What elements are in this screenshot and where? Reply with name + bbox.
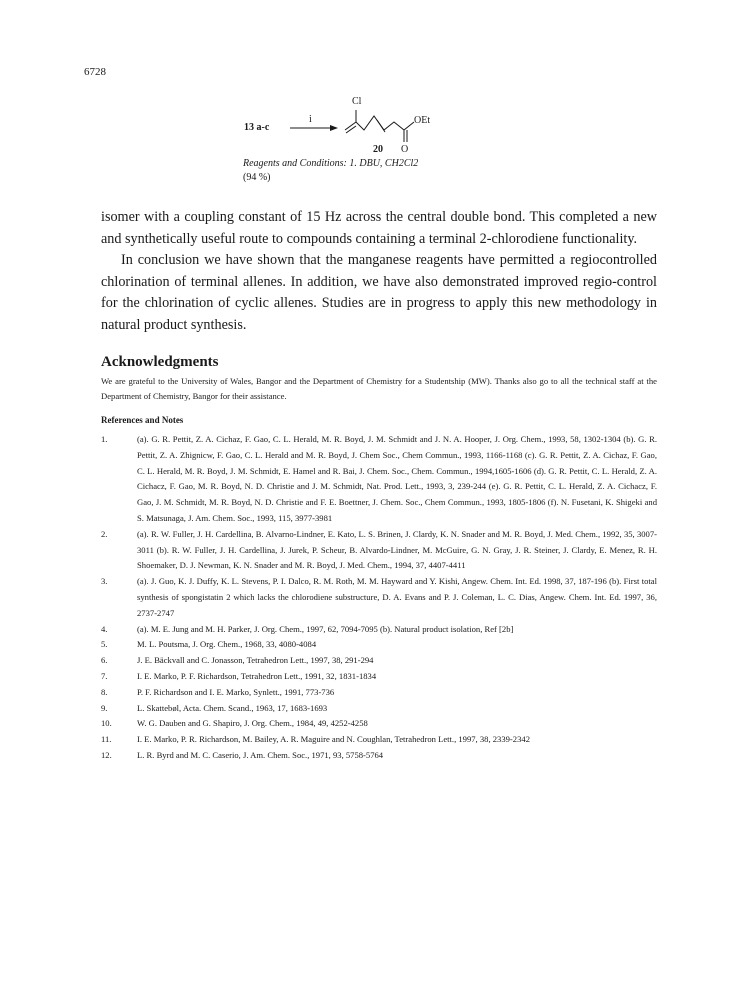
reaction-arrow-head <box>330 125 338 131</box>
reference-item <box>101 622 657 638</box>
reference-text: (a). M. E. Jung and M. H. Parker, J. Org. Chem., 1997, 62, 7094-7095 (b). Natural product isolation, Ref [2b] <box>137 623 514 634</box>
reference-text: L. R. Byrd and M. C. Caserio, J. Am. Chem. Soc., 1971, 93, 5758-5764 <box>137 749 384 760</box>
scheme-caption: Reagents and Conditions: 1. DBU, CH2Cl2 <box>243 158 419 169</box>
reference-number: 8. <box>101 686 108 697</box>
reference-number: 6. <box>101 655 108 666</box>
reference-number: 12. <box>101 749 112 760</box>
reference-item <box>101 732 657 748</box>
reagent-step-label: i <box>309 114 312 125</box>
ethoxy-label: OEt <box>414 115 431 126</box>
reactant-label: 13 a-c <box>244 122 270 133</box>
paragraph-2: In conclusion we have shown that the manganese reagents have permitted a regiocontrolled chlorination of terminal allenes. In addition, we have also demonstrated improved regio-control for the chlorination of cyclic allenes. Studies are in progress to apply this new methodology in natural product synthesis. <box>101 252 657 333</box>
reference-item <box>101 574 657 621</box>
reference-number: 7. <box>101 670 108 681</box>
reference-text: (a). R. W. Fuller, J. H. Cardellina, B. Alvarno-Lindner, E. Kato, L. S. Brinen, J. Clardy, K. N. Snader and M. R. Boyd, J. Med. Chem., 1992, 35, 3007-3011 (b). R. W. Fuller, J. H. Cardellina, J. Jurek, P. Scheur, B. Alvardo-Lindner, M. McGuire, G. N. Gray, J. R. Steiner, J. Clardy, E. Menez, R. H. Shoemaker, D. J. Newman, K. N. Snader and M. R. Boyd, J. Med. Chem., 1994, 37, 4407-4411 <box>137 528 657 571</box>
reference-number: 9. <box>101 702 108 713</box>
reference-item <box>101 527 657 574</box>
reference-number: 2. <box>101 528 108 539</box>
reference-text: (a). J. Guo, K. J. Duffy, K. L. Stevens, P. I. Dalco, R. M. Roth, M. M. Hayward and Y. Kishi, Angew. Chem. Int. Ed. 1998, 37, 187-196 (b). First total synthesis of spongistatin 2 which lacks the chlorodiene substructure, D. A. Evans and P. J. Coleman, L. C. Dias, Angew. Chem. Int. Ed. 1997, 36, 2737-2747 <box>137 576 657 618</box>
terminal-double-bond <box>346 126 356 133</box>
scheme-yield: (94 %) <box>243 172 271 183</box>
reaction-scheme-drawing <box>0 90 744 200</box>
chlorine-label: Cl <box>352 96 362 107</box>
carbonyl-oxygen-label: O <box>401 144 409 155</box>
references-heading: References and Notes <box>101 415 184 425</box>
compound-number: 20 <box>373 144 383 155</box>
page-number: 6728 <box>84 66 106 78</box>
paragraph-1: isomer with a coupling constant of 15 Hz across the central double bond. This completed a new and synthetically useful route to compounds containing a terminal 2-chlorodiene functionality. <box>101 209 657 247</box>
reference-number: 4. <box>101 623 108 634</box>
acknowledgments-heading: Acknowledgments <box>101 354 219 370</box>
reference-text: I. E. Marko, P. F. Richardson, Tetrahedron Lett., 1991, 32, 1831-1834 <box>137 670 377 681</box>
internal-double-bond <box>377 120 385 132</box>
reference-text: W. G. Dauben and G. Shapiro, J. Org. Chem., 1984, 49, 4252-4258 <box>137 718 368 729</box>
reference-item <box>101 716 657 732</box>
reference-number: 3. <box>101 576 108 587</box>
reference-item <box>101 432 657 527</box>
reference-text: I. E. Marko, P. R. Richardson, M. Bailey, A. R. Maguire and N. Coughlan, Tetrahedron Lett., 1997, 38, 2339-2342 <box>137 734 530 745</box>
acknowledgments-text: We are grateful to the University of Wales, Bangor and the Department of Chemistry for a Studentship (MW). Thanks also go to all the technical staff at the Department of Chemistry, Bangor for their assistance. <box>101 376 657 401</box>
reference-number: 5. <box>101 639 108 650</box>
reference-item <box>101 637 657 653</box>
reaction-scheme <box>0 90 744 200</box>
reference-text: (a). G. R. Pettit, Z. A. Cichaz, F. Gao, C. L. Herald, M. R. Boyd, J. M. Schmidt and J. N. A. Hooper, J. Org. Chem., 1993, 58, 1302-1304 (b). G. R. Pettit, Z. A. Zhignicw, F. Gao, C. L. Herald and M. R. Boyd, J. Chem Soc., Chem Commun., 1993, 1166-1168 (c). G. R. Pettit, Z. A. Cichaz, F. Gao, C. L. Herald, M. R. Boyd, J. M. Schmidt, E. Hamel and R. Bai, J. Chem. Soc., Chem. Commun., 1994,1605-1606 (d). G. R. Pettit, C. L. Herald, Z. A. Cichacz, F. Gao, M. R. Boyd, N. D. Christie and J. M. Schmidt, Nat. Prod. Lett., 1993, 3, 239-244 (e). G. R. Pettit, C. L. Herald, Z. A. Cichacz, F. Gao, J. M. Schmidt, M. R. Boyd, N. D. Christie and F. E. Boettner, J. Chem. Soc., Chem Commun., 1993, 1805-1806 (f). N. Fusetani, K. Shigeki and S. Matsunaga, J. Am. Chem. Soc., 1993, 115, 3977-3981 <box>137 434 657 523</box>
reference-text: J. E. Bäckvall and C. Jonasson, Tetrahedron Lett., 1997, 38, 291-294 <box>137 655 374 666</box>
reference-item <box>101 653 657 669</box>
reference-item <box>101 685 657 701</box>
reference-text: L. Skattebøl, Acta. Chem. Scand., 1963, 17, 1683-1693 <box>137 702 328 713</box>
references-list <box>101 432 657 764</box>
reference-item <box>101 701 657 717</box>
reference-item <box>101 748 657 764</box>
reference-number: 10. <box>101 718 112 729</box>
reference-text: M. L. Poutsma, J. Org. Chem., 1968, 33, 4080-4084 <box>137 639 317 650</box>
reference-text: P. F. Richardson and I. E. Marko, Synlett., 1991, 773-736 <box>137 686 335 697</box>
reference-item <box>101 669 657 685</box>
reference-number: 1. <box>101 434 108 444</box>
reference-number: 11. <box>101 734 112 745</box>
